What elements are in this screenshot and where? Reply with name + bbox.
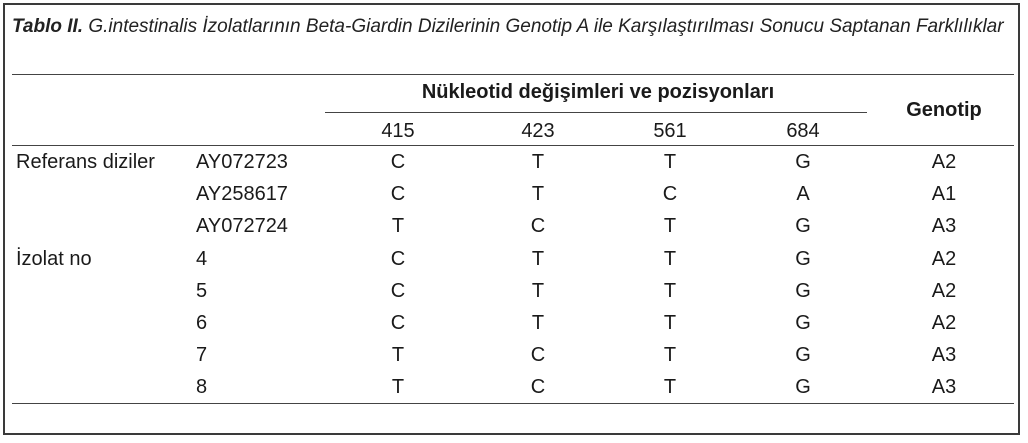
- cell-561: T: [663, 312, 677, 334]
- cell-423: C: [530, 376, 546, 398]
- cell-genotype: A2: [931, 151, 957, 173]
- row-id: AY072723: [196, 151, 288, 173]
- cell-561: C: [662, 183, 678, 205]
- cell-415: T: [391, 215, 405, 237]
- cell-genotype: A3: [931, 344, 957, 366]
- cell-genotype: A1: [931, 183, 957, 205]
- cell-561: T: [663, 376, 677, 398]
- top-rule: [12, 74, 1014, 75]
- group-rule: [325, 112, 867, 113]
- cell-genotype: A2: [931, 312, 957, 334]
- position-header-423: 423: [521, 120, 555, 142]
- cell-423: T: [531, 151, 545, 173]
- caption-text: G.intestinalis İzolatlarının Beta-Giardin Dizilerinin Genotip A ile Karşılaştırılması Sonucu Saptanan Farklılıklar: [88, 16, 1004, 37]
- cell-684: G: [795, 248, 811, 270]
- cell-415: C: [390, 183, 406, 205]
- cell-561: T: [663, 215, 677, 237]
- section-label-reference: Referans diziler: [16, 151, 155, 173]
- row-id: 7: [196, 344, 208, 366]
- position-header-561: 561: [653, 120, 687, 142]
- row-id: 6: [196, 312, 208, 334]
- cell-684: G: [795, 151, 811, 173]
- row-id: 4: [196, 248, 208, 270]
- cell-684: G: [795, 280, 811, 302]
- position-header-684: 684: [786, 120, 820, 142]
- cell-genotype: A2: [931, 280, 957, 302]
- cell-561: T: [663, 344, 677, 366]
- cell-423: C: [530, 344, 546, 366]
- row-id: 8: [196, 376, 208, 398]
- caption-label: Tablo II.: [12, 16, 84, 37]
- cell-684: G: [795, 376, 811, 398]
- cell-684: G: [795, 344, 811, 366]
- genotype-header: Genotip: [906, 99, 982, 121]
- cell-423: C: [530, 215, 546, 237]
- table-bottom-rule: [12, 403, 1014, 404]
- group-header: Nükleotid değişimleri ve pozisyonları: [421, 81, 775, 103]
- cell-genotype: A3: [931, 215, 957, 237]
- table-caption: [12, 14, 1012, 39]
- cell-561: T: [663, 248, 677, 270]
- cell-423: T: [531, 280, 545, 302]
- row-id: AY258617: [196, 183, 288, 205]
- cell-684: G: [795, 312, 811, 334]
- row-id: 5: [196, 280, 208, 302]
- table-frame: [3, 3, 1020, 435]
- row-id: AY072724: [196, 215, 288, 237]
- cell-415: T: [391, 376, 405, 398]
- position-header-415: 415: [381, 120, 415, 142]
- header-bottom-rule: [12, 145, 1014, 146]
- cell-415: T: [391, 344, 405, 366]
- cell-423: T: [531, 248, 545, 270]
- cell-415: C: [390, 151, 406, 173]
- cell-415: C: [390, 248, 406, 270]
- cell-423: T: [531, 183, 545, 205]
- cell-423: T: [531, 312, 545, 334]
- cell-561: T: [663, 151, 677, 173]
- cell-genotype: A2: [931, 248, 957, 270]
- cell-561: T: [663, 280, 677, 302]
- cell-684: G: [795, 215, 811, 237]
- cell-genotype: A3: [931, 376, 957, 398]
- cell-415: C: [390, 312, 406, 334]
- cell-684: A: [796, 183, 810, 205]
- section-label-isolate: İzolat no: [16, 248, 92, 270]
- cell-415: C: [390, 280, 406, 302]
